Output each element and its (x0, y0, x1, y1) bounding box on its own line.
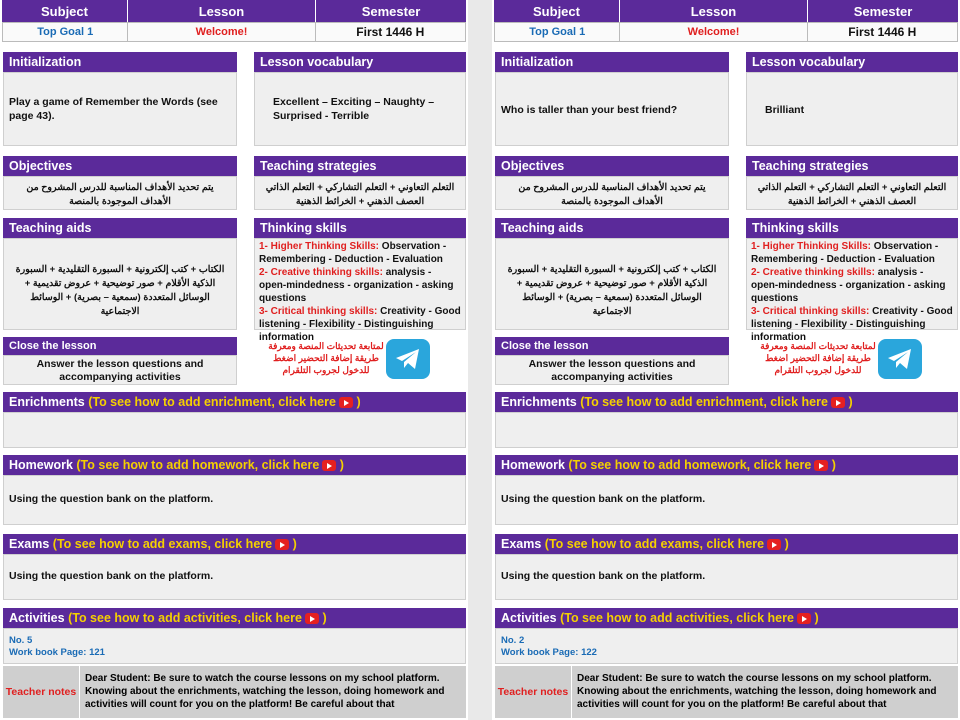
teaching-aids-body: الكتاب + كتب إلكترونية + السبورة التقليدية + السبورة الذكية الأقلام + صور توضيحية + عروض تقديمية + الوسائل المتعددة (سمعية – بصرية) + الوسائط الاجتماعية (495, 238, 729, 330)
header-row (494, 0, 958, 22)
subject-header: Subject (494, 0, 620, 22)
exams-body: Using the question bank on the platform. (495, 554, 958, 600)
value-row (2, 22, 466, 42)
strategies-header: Teaching strategies (746, 156, 958, 176)
enrichments-body (3, 412, 466, 448)
exams-body: Using the question bank on the platform. (3, 554, 466, 600)
higher-skills-label: 1- Higher Thinking Skills: (259, 241, 380, 252)
critical-skills-text: Creativity - Good listening - Flexibility - Distinguishing information (259, 306, 461, 343)
page-gap (468, 0, 492, 720)
teacher-notes-label: Teacher notes (5, 686, 77, 698)
initialization-header: Initialization (495, 52, 729, 72)
thinking-skills-body (746, 238, 958, 343)
workbook-page (9, 647, 460, 659)
teacher-notes-body: Dear Student: Be sure to watch the course lessons on my school platform. Knowing about the enrichments, watching the lesson, doing homework and activities will count for you on the platform! Be careful about that (572, 666, 958, 718)
header-row (2, 0, 466, 22)
homework-body: Using the question bank on the platform. (495, 475, 958, 525)
link-paren: ) (292, 537, 297, 551)
objectives-header: Objectives (495, 156, 729, 176)
activities-link[interactable]: (To see how to add activities, click here (560, 611, 794, 625)
higher-skills-label: 1- Higher Thinking Skills: (751, 241, 872, 252)
activities-body (3, 628, 466, 664)
youtube-icon[interactable] (797, 613, 811, 624)
youtube-icon[interactable] (339, 397, 353, 408)
activities-body (495, 628, 958, 664)
teaching-aids-header: Teaching aids (495, 218, 729, 238)
subject-value: Top Goal 1 (3, 23, 128, 41)
youtube-icon[interactable] (275, 539, 289, 550)
strategies-header: Teaching strategies (254, 156, 466, 176)
link-paren: ) (339, 458, 344, 472)
higher-skills-text: Observation - Remembering - Deduction - Evaluation (259, 241, 447, 265)
telegram-icon[interactable] (878, 339, 922, 379)
homework-link[interactable]: (To see how to add homework, click here (568, 458, 812, 472)
close-lesson-header: Close the lesson (3, 337, 237, 355)
homework-title: Homework (9, 458, 73, 472)
vocabulary-body: Excellent – Exciting – Naughty – Surprised - Terrible (254, 72, 466, 146)
link-paren: ) (814, 611, 819, 625)
exams-link[interactable]: (To see how to add exams, click here (544, 537, 765, 551)
thinking-skills-header: Thinking skills (254, 218, 466, 238)
close-lesson-body: Answer the lesson questions and accompanying activities (3, 355, 237, 385)
semester-header: Semester (361, 3, 421, 19)
thinking-skills-body (254, 238, 466, 343)
strategies-body: التعلم التعاوني + التعلم التشاركي + التعلم الذاتي العصف الذهني + الخرائط الذهنية (746, 176, 958, 210)
activities-title: Activities (9, 611, 65, 625)
close-lesson-header: Close the lesson (495, 337, 729, 355)
lesson-value: Welcome! (128, 23, 315, 41)
enrichments-title: Enrichments (9, 395, 85, 409)
critical-skills-text: Creativity - Good listening - Flexibility - Distinguishing information (751, 306, 953, 343)
critical-skills-label: 3- Critical thinking skills: (751, 306, 870, 317)
activities-header (3, 608, 466, 628)
youtube-icon[interactable] (305, 613, 319, 624)
objectives-body: يتم تحديد الأهداف المناسبة للدرس المشروح من الأهداف الموجودة بالمنصة (3, 176, 237, 210)
teacher-notes-body: Dear Student: Be sure to watch the course lessons on my school platform. Knowing about the enrichments, watching the lesson, doing homework and activities will count for you on the platform! Be careful about that (80, 666, 466, 718)
teaching-aids-body: الكتاب + كتب إلكترونية + السبورة التقليدية + السبورة الذكية الأقلام + صور توضيحية + عروض تقديمية + الوسائل المتعددة (سمعية – بصرية) + الوسائط الاجتماعية (3, 238, 237, 330)
lesson-plan-page-left (0, 0, 468, 720)
link-paren: ) (784, 537, 789, 551)
teaching-aids-header: Teaching aids (3, 218, 237, 238)
workbook-page (501, 647, 952, 659)
vocabulary-body: Brilliant (746, 72, 958, 146)
enrichments-header (495, 392, 958, 412)
semester-header: Semester (853, 3, 913, 19)
value-row (494, 22, 958, 42)
initialization-body: Play a game of Remember the Words (see page 43). (3, 72, 237, 146)
homework-body: Using the question bank on the platform. (3, 475, 466, 525)
activity-number: No. 5 (9, 635, 33, 646)
telegram-icon[interactable] (386, 339, 430, 379)
exams-title: Exams (501, 537, 542, 551)
strategies-body: التعلم التعاوني + التعلم التشاركي + التعلم الذاتي العصف الذهني + الخرائط الذهنية (254, 176, 466, 210)
critical-skills-label: 3- Critical thinking skills: (259, 306, 378, 317)
teacher-notes-label-cell (3, 666, 79, 718)
youtube-icon[interactable] (322, 460, 336, 471)
creative-skills-text: analysis - open-mindedness - organization - asking questions (259, 267, 454, 304)
telegram-text[interactable]: لمتابعة تحديثات المنصة ومعرفة طريقة إضافة التحضير اضغط للدخول لجروب التلقرام (760, 341, 876, 375)
vocabulary-header: Lesson vocabulary (746, 52, 958, 72)
lesson-header: Lesson (128, 0, 316, 22)
lesson-value: Welcome! (620, 23, 807, 41)
vocabulary-header: Lesson vocabulary (254, 52, 466, 72)
objectives-body: يتم تحديد الأهداف المناسبة للدرس المشروح من الأهداف الموجودة بالمنصة (495, 176, 729, 210)
creative-skills-label: 2- Creative thinking skills: (259, 267, 383, 278)
teacher-notes-label-cell (495, 666, 571, 718)
homework-link[interactable]: (To see how to add homework, click here (76, 458, 320, 472)
teacher-notes-label: Teacher notes (497, 686, 569, 698)
lesson-plan-page-right (492, 0, 960, 720)
exams-header (495, 534, 958, 554)
higher-skills-text: Observation - Remembering - Deduction - Evaluation (751, 241, 939, 265)
activities-header (495, 608, 958, 628)
enrichments-body (495, 412, 958, 448)
objectives-header: Objectives (3, 156, 237, 176)
creative-skills-text: analysis - open-mindedness - organization - asking questions (751, 267, 946, 304)
initialization-header: Initialization (3, 52, 237, 72)
enrichment-link[interactable]: (To see how to add enrichment, click here (88, 395, 336, 409)
exams-link[interactable]: (To see how to add exams, click here (52, 537, 273, 551)
link-paren: ) (848, 395, 853, 409)
thinking-skills-header: Thinking skills (746, 218, 958, 238)
link-paren: ) (831, 458, 836, 472)
enrichments-header (3, 392, 466, 412)
activity-number: No. 2 (501, 635, 525, 646)
subject-header: Subject (2, 0, 128, 22)
telegram-text[interactable]: لمتابعة تحديثات المنصة ومعرفة طريقة إضافة التحضير اضغط للدخول لجروب التلقرام (268, 341, 384, 375)
workbook-page-number: 122 (581, 647, 597, 658)
youtube-icon[interactable] (814, 460, 828, 471)
homework-header (495, 455, 958, 475)
workbook-label: Work book Page: (9, 647, 90, 658)
exams-title: Exams (9, 537, 50, 551)
semester-value: First 1446 H (848, 25, 917, 39)
exams-header (3, 534, 466, 554)
homework-title: Homework (501, 458, 565, 472)
activities-title: Activities (501, 611, 557, 625)
enrichments-title: Enrichments (501, 395, 577, 409)
creative-skills-label: 2- Creative thinking skills: (751, 267, 875, 278)
homework-header (3, 455, 466, 475)
youtube-icon[interactable] (767, 539, 781, 550)
initialization-body: Who is taller than your best friend? (495, 72, 729, 146)
workbook-page-number: 121 (89, 647, 105, 658)
close-lesson-body: Answer the lesson questions and accompanying activities (495, 355, 729, 385)
semester-value: First 1446 H (356, 25, 425, 39)
link-paren: ) (322, 611, 327, 625)
lesson-header: Lesson (620, 0, 808, 22)
youtube-icon[interactable] (831, 397, 845, 408)
workbook-label: Work book Page: (501, 647, 582, 658)
subject-value: Top Goal 1 (495, 23, 620, 41)
enrichment-link[interactable]: (To see how to add enrichment, click here (580, 395, 828, 409)
link-paren: ) (356, 395, 361, 409)
activities-link[interactable]: (To see how to add activities, click here (68, 611, 302, 625)
